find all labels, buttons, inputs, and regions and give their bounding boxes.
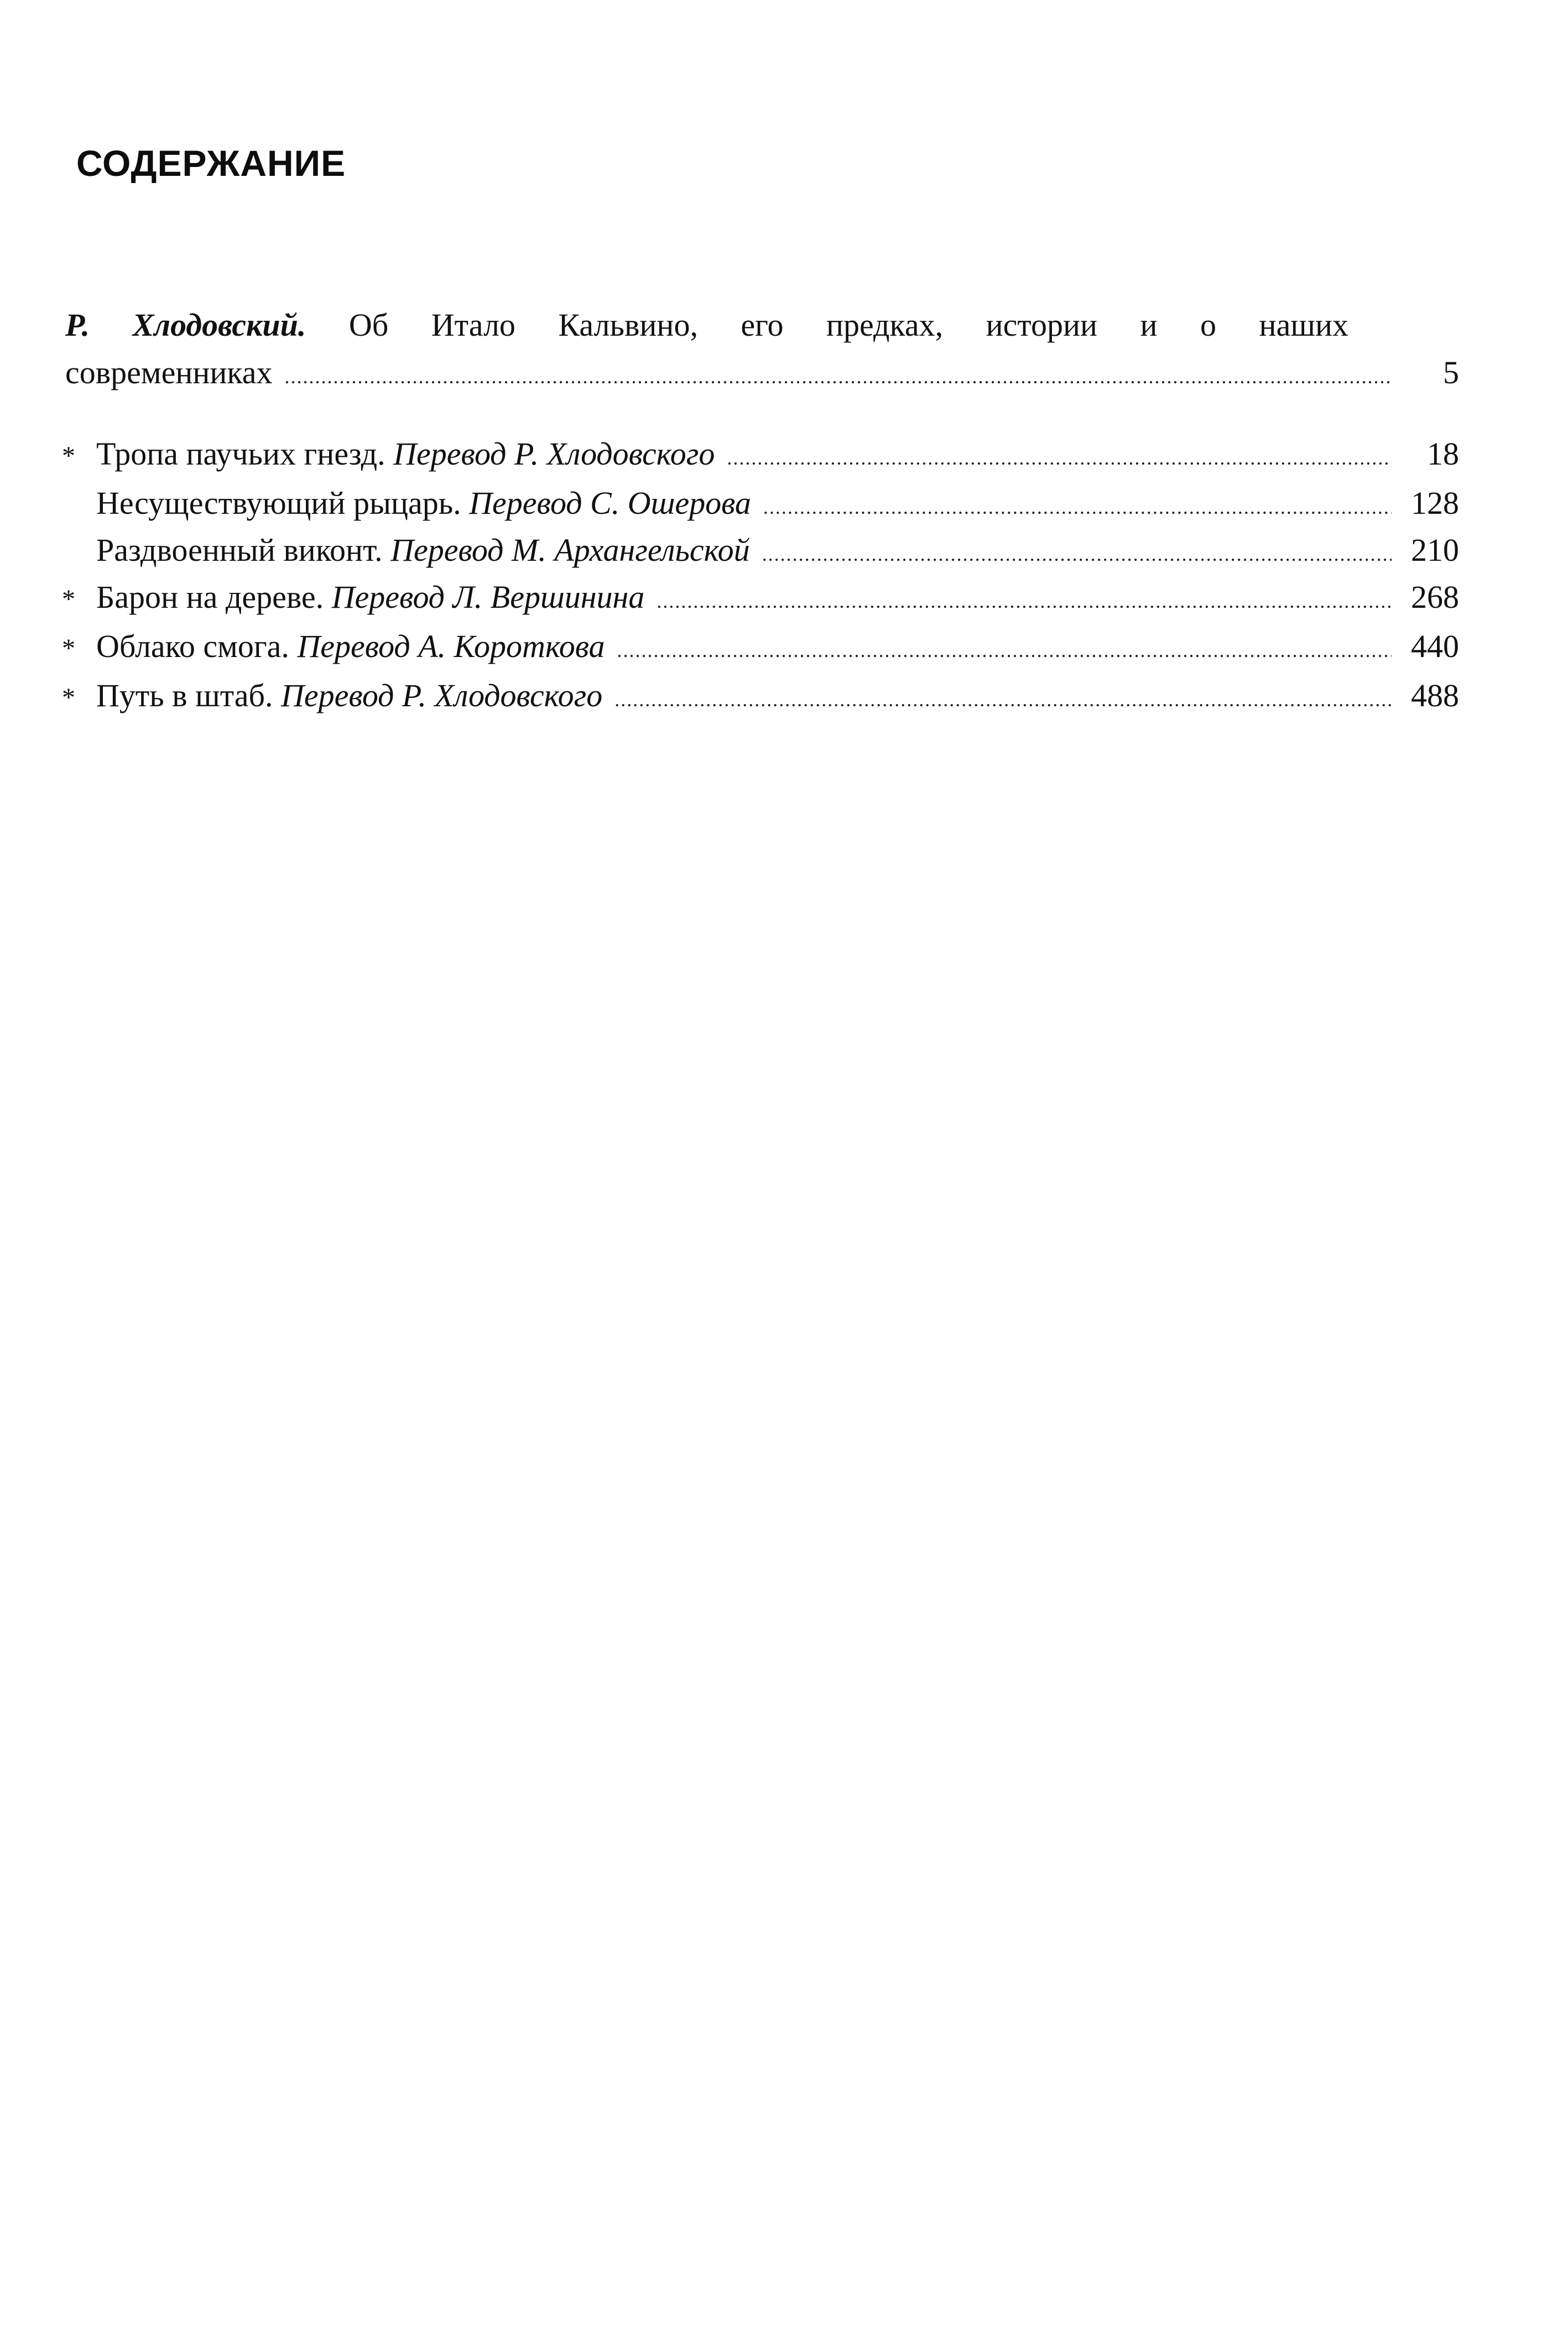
entry-translator: Перевод А. Короткова bbox=[297, 628, 605, 664]
toc-entry bbox=[62, 527, 1459, 574]
entry-title: Облако смога. bbox=[96, 628, 289, 664]
toc-entry bbox=[62, 479, 1459, 527]
entry-title: Барон на дереве. bbox=[96, 579, 324, 615]
dot-leader bbox=[657, 587, 1392, 615]
entry-marker: * bbox=[62, 683, 75, 712]
dot-leader bbox=[727, 444, 1392, 472]
dot-leader bbox=[614, 686, 1392, 713]
entry-title-line bbox=[96, 527, 750, 574]
entry-page-number: 128 bbox=[1411, 485, 1459, 521]
dot-leader bbox=[763, 493, 1392, 521]
entry-translator: Перевод М. Архангельской bbox=[390, 532, 750, 568]
dot-leader bbox=[617, 637, 1392, 664]
entry-page-number: 18 bbox=[1427, 436, 1459, 472]
entry-page-number: 488 bbox=[1411, 677, 1459, 713]
intro-title-end: современниках bbox=[65, 355, 273, 390]
toc-entry bbox=[62, 672, 1459, 721]
toc-entry bbox=[62, 623, 1459, 672]
entry-title: Тропа паучьих гнезд. bbox=[96, 436, 386, 472]
entry-translator: Перевод Л. Вершинина bbox=[331, 579, 645, 615]
intro-page-number: 5 bbox=[1443, 355, 1459, 390]
dot-leader bbox=[762, 540, 1392, 568]
entry-translator: Перевод С. Ошерова bbox=[469, 485, 751, 521]
entry-title: Раздвоенный виконт. bbox=[96, 532, 383, 568]
intro-author: Р. Хлодовский. bbox=[65, 307, 306, 343]
page-title: СОДЕРЖАНИЕ bbox=[76, 143, 346, 184]
intro-second-line bbox=[65, 349, 1459, 397]
intro-title-start: Об Итало Кальвино, его предках, истории и о наших bbox=[348, 307, 1349, 343]
entry-title-line bbox=[96, 479, 751, 527]
entry-title-line bbox=[96, 430, 715, 477]
entry-title-line bbox=[96, 574, 644, 621]
entry-title-line bbox=[96, 672, 602, 719]
dot-leader bbox=[284, 363, 1392, 390]
intro-entry bbox=[65, 301, 1459, 397]
entry-title: Путь в штаб. bbox=[96, 677, 273, 713]
toc-entry bbox=[62, 574, 1459, 623]
toc-entry bbox=[62, 430, 1459, 479]
toc-list bbox=[62, 430, 1459, 721]
entry-page-number: 440 bbox=[1411, 628, 1459, 664]
entry-title-line bbox=[96, 623, 605, 670]
entry-marker: * bbox=[62, 634, 75, 663]
entry-page-number: 268 bbox=[1411, 579, 1459, 615]
entry-marker: * bbox=[62, 441, 75, 471]
entry-page-number: 210 bbox=[1411, 532, 1459, 568]
entry-marker: * bbox=[62, 585, 75, 614]
entry-translator: Перевод Р. Хлодовского bbox=[281, 677, 603, 713]
intro-first-line bbox=[65, 301, 1348, 349]
entry-title: Несуществующий рыцарь. bbox=[96, 485, 461, 521]
entry-translator: Перевод Р. Хлодовского bbox=[393, 436, 715, 472]
